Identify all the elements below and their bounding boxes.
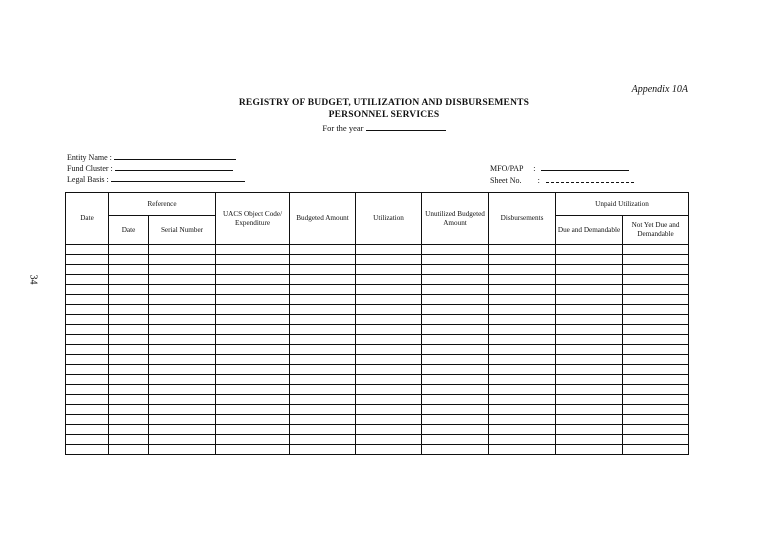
table-cell[interactable] <box>290 425 356 435</box>
table-cell[interactable] <box>290 315 356 325</box>
table-cell[interactable] <box>489 305 556 315</box>
table-cell[interactable] <box>422 355 489 365</box>
table-cell[interactable] <box>66 405 109 415</box>
table-cell[interactable] <box>216 345 290 355</box>
table-cell[interactable] <box>290 415 356 425</box>
table-cell[interactable] <box>356 295 422 305</box>
table-cell[interactable] <box>422 335 489 345</box>
table-cell[interactable] <box>66 345 109 355</box>
table-row <box>66 325 689 335</box>
table-cell[interactable] <box>356 325 422 335</box>
table-cell[interactable] <box>290 245 356 255</box>
legal-basis-label: Legal Basis : <box>67 175 109 184</box>
table-cell[interactable] <box>556 435 623 445</box>
table-cell[interactable] <box>109 375 149 385</box>
table-cell[interactable] <box>149 435 216 445</box>
table-cell[interactable] <box>356 265 422 275</box>
table-cell[interactable] <box>216 365 290 375</box>
table-cell[interactable] <box>623 285 689 295</box>
table-row <box>66 365 689 375</box>
table-cell[interactable] <box>422 395 489 405</box>
header-uacs: UACS Object Code/ Expenditure <box>216 193 290 245</box>
table-cell[interactable] <box>216 325 290 335</box>
entity-name-blank[interactable] <box>114 151 236 160</box>
table-cell[interactable] <box>109 275 149 285</box>
table-cell[interactable] <box>356 405 422 415</box>
table-cell[interactable] <box>623 385 689 395</box>
table-cell[interactable] <box>216 375 290 385</box>
table-row <box>66 355 689 365</box>
header-disbursements: Disbursements <box>489 193 556 245</box>
table-cell[interactable] <box>149 315 216 325</box>
table-cell[interactable] <box>66 255 109 265</box>
table-cell[interactable] <box>489 435 556 445</box>
mfo-pap-blank[interactable] <box>541 162 629 171</box>
table-cell[interactable] <box>422 405 489 415</box>
table-cell[interactable] <box>356 365 422 375</box>
table-cell[interactable] <box>623 265 689 275</box>
table-cell[interactable] <box>216 265 290 275</box>
table-cell[interactable] <box>489 295 556 305</box>
table-cell[interactable] <box>356 305 422 315</box>
table-cell[interactable] <box>489 325 556 335</box>
header-serial-number: Serial Number <box>149 216 216 245</box>
table-cell[interactable] <box>66 275 109 285</box>
registry-body <box>66 245 689 455</box>
table-cell[interactable] <box>216 395 290 405</box>
table-cell[interactable] <box>422 345 489 355</box>
table-cell[interactable] <box>149 355 216 365</box>
table-cell[interactable] <box>216 355 290 365</box>
table-cell[interactable] <box>623 445 689 455</box>
table-cell[interactable] <box>422 275 489 285</box>
table-row <box>66 415 689 425</box>
table-cell[interactable] <box>66 315 109 325</box>
table-cell[interactable] <box>489 265 556 275</box>
table-row <box>66 425 689 435</box>
table-cell[interactable] <box>489 255 556 265</box>
table-cell[interactable] <box>109 345 149 355</box>
table-row <box>66 255 689 265</box>
table-cell[interactable] <box>290 295 356 305</box>
table-cell[interactable] <box>109 325 149 335</box>
table-cell[interactable] <box>290 355 356 365</box>
table-cell[interactable] <box>290 375 356 385</box>
table-cell[interactable] <box>489 445 556 455</box>
entity-name-label: Entity Name : <box>67 153 112 162</box>
header-date: Date <box>66 193 109 245</box>
table-cell[interactable] <box>623 375 689 385</box>
table-cell[interactable] <box>216 315 290 325</box>
table-cell[interactable] <box>623 365 689 375</box>
table-cell[interactable] <box>66 365 109 375</box>
table-cell[interactable] <box>109 355 149 365</box>
table-cell[interactable] <box>356 335 422 345</box>
table-cell[interactable] <box>422 445 489 455</box>
table-row <box>66 395 689 405</box>
table-cell[interactable] <box>623 255 689 265</box>
table-cell[interactable] <box>149 275 216 285</box>
table-cell[interactable] <box>489 355 556 365</box>
header-unpaid-utilization: Unpaid Utilization <box>556 193 689 216</box>
table-cell[interactable] <box>556 355 623 365</box>
table-cell[interactable] <box>489 245 556 255</box>
table-cell[interactable] <box>556 375 623 385</box>
table-cell[interactable] <box>489 345 556 355</box>
table-cell[interactable] <box>290 265 356 275</box>
table-cell[interactable] <box>422 325 489 335</box>
table-row <box>66 345 689 355</box>
table-cell[interactable] <box>356 435 422 445</box>
header-budgeted-amount: Budgeted Amount <box>290 193 356 245</box>
table-cell[interactable] <box>149 445 216 455</box>
table-cell[interactable] <box>556 425 623 435</box>
table-cell[interactable] <box>109 385 149 395</box>
appendix-label: Appendix 10A <box>631 84 688 95</box>
table-cell[interactable] <box>356 345 422 355</box>
table-cell[interactable] <box>623 275 689 285</box>
table-cell[interactable] <box>216 275 290 285</box>
table-cell[interactable] <box>290 385 356 395</box>
table-cell[interactable] <box>290 305 356 315</box>
table-row <box>66 385 689 395</box>
for-the-year-line <box>0 122 768 133</box>
table-cell[interactable] <box>216 335 290 345</box>
sheet-no-blank[interactable] <box>546 174 634 183</box>
table-cell[interactable] <box>489 395 556 405</box>
table-cell[interactable] <box>623 435 689 445</box>
table-cell[interactable] <box>109 365 149 375</box>
table-cell[interactable] <box>556 275 623 285</box>
header-due-demandable: Due and Demandable <box>556 216 623 245</box>
table-cell[interactable] <box>66 335 109 345</box>
sheet-no-colon: : <box>537 176 540 185</box>
table-cell[interactable] <box>109 445 149 455</box>
table-cell[interactable] <box>556 315 623 325</box>
table-cell[interactable] <box>422 365 489 375</box>
table-cell[interactable] <box>216 445 290 455</box>
table-cell[interactable] <box>290 435 356 445</box>
table-cell[interactable] <box>556 285 623 295</box>
sheet-no-label: Sheet No. <box>490 176 522 185</box>
table-cell[interactable] <box>489 275 556 285</box>
table-cell[interactable] <box>422 315 489 325</box>
table-cell[interactable] <box>422 435 489 445</box>
fund-cluster-row <box>67 162 233 173</box>
table-cell[interactable] <box>149 425 216 435</box>
table-cell[interactable] <box>290 395 356 405</box>
header-reference: Reference <box>109 193 216 216</box>
table-cell[interactable] <box>149 365 216 375</box>
table-cell[interactable] <box>66 395 109 405</box>
table-cell[interactable] <box>623 295 689 305</box>
table-cell[interactable] <box>216 305 290 315</box>
table-cell[interactable] <box>149 295 216 305</box>
table-cell[interactable] <box>556 335 623 345</box>
table-cell[interactable] <box>66 295 109 305</box>
table-cell[interactable] <box>149 325 216 335</box>
table-row <box>66 315 689 325</box>
table-cell[interactable] <box>623 355 689 365</box>
sheet-no-row <box>490 174 634 185</box>
table-cell[interactable] <box>623 405 689 415</box>
table-cell[interactable] <box>66 265 109 275</box>
table-cell[interactable] <box>489 315 556 325</box>
table-cell[interactable] <box>290 365 356 375</box>
table-cell[interactable] <box>216 295 290 305</box>
table-cell[interactable] <box>290 335 356 345</box>
fund-cluster-label: Fund Cluster : <box>67 164 113 173</box>
table-cell[interactable] <box>66 425 109 435</box>
table-cell[interactable] <box>356 395 422 405</box>
table-cell[interactable] <box>149 265 216 275</box>
mfo-pap-label: MFO/PAP <box>490 164 524 173</box>
table-cell[interactable] <box>109 305 149 315</box>
table-row <box>66 305 689 315</box>
table-row <box>66 245 689 255</box>
table-cell[interactable] <box>109 285 149 295</box>
table-cell[interactable] <box>623 315 689 325</box>
table-cell[interactable] <box>216 255 290 265</box>
table-cell[interactable] <box>623 395 689 405</box>
table-cell[interactable] <box>623 415 689 425</box>
table-cell[interactable] <box>556 245 623 255</box>
table-cell[interactable] <box>489 285 556 295</box>
table-cell[interactable] <box>623 325 689 335</box>
table-cell[interactable] <box>109 265 149 275</box>
table-cell[interactable] <box>149 385 216 395</box>
table-cell[interactable] <box>66 385 109 395</box>
table-cell[interactable] <box>216 285 290 295</box>
table-cell[interactable] <box>290 325 356 335</box>
table-cell[interactable] <box>356 415 422 425</box>
registry-title: REGISTRY OF BUDGET, UTILIZATION AND DISBURSEMENTS <box>238 98 530 108</box>
table-cell[interactable] <box>422 295 489 305</box>
table-cell[interactable] <box>556 295 623 305</box>
page-number: 34 <box>27 274 39 285</box>
table-cell[interactable] <box>623 425 689 435</box>
table-cell[interactable] <box>290 445 356 455</box>
table-row <box>66 445 689 455</box>
table-cell[interactable] <box>356 445 422 455</box>
table-cell[interactable] <box>556 365 623 375</box>
table-cell[interactable] <box>290 405 356 415</box>
table-cell[interactable] <box>66 245 109 255</box>
table-cell[interactable] <box>109 335 149 345</box>
table-cell[interactable] <box>556 265 623 275</box>
table-cell[interactable] <box>422 265 489 275</box>
table-cell[interactable] <box>290 345 356 355</box>
table-cell[interactable] <box>149 395 216 405</box>
table-row <box>66 435 689 445</box>
mfo-pap-row <box>490 162 629 173</box>
table-cell[interactable] <box>109 435 149 445</box>
table-cell[interactable] <box>356 245 422 255</box>
table-cell[interactable] <box>623 305 689 315</box>
table-cell[interactable] <box>356 255 422 265</box>
table-cell[interactable] <box>489 405 556 415</box>
table-cell[interactable] <box>149 415 216 425</box>
table-cell[interactable] <box>66 305 109 315</box>
legal-basis-row <box>67 173 245 184</box>
table-cell[interactable] <box>356 425 422 435</box>
table-cell[interactable] <box>149 245 216 255</box>
table-cell[interactable] <box>149 335 216 345</box>
table-cell[interactable] <box>556 325 623 335</box>
table-cell[interactable] <box>66 325 109 335</box>
table-cell[interactable] <box>422 245 489 255</box>
table-cell[interactable] <box>290 255 356 265</box>
table-cell[interactable] <box>489 415 556 425</box>
table-cell[interactable] <box>149 285 216 295</box>
table-row <box>66 375 689 385</box>
table-cell[interactable] <box>356 315 422 325</box>
table-cell[interactable] <box>109 415 149 425</box>
table-cell[interactable] <box>149 345 216 355</box>
header-not-yet-due: Not Yet Due and Demandable <box>623 216 689 245</box>
table-cell[interactable] <box>556 415 623 425</box>
table-cell[interactable] <box>149 375 216 385</box>
table-cell[interactable] <box>66 285 109 295</box>
table-cell[interactable] <box>66 355 109 365</box>
table-cell[interactable] <box>422 385 489 395</box>
table-cell[interactable] <box>422 375 489 385</box>
header-unutilized: Unutilized Budgeted Amount <box>422 193 489 245</box>
table-cell[interactable] <box>356 375 422 385</box>
table-cell[interactable] <box>109 315 149 325</box>
mfo-pap-colon: : <box>533 164 536 173</box>
entity-name-row <box>67 151 236 162</box>
table-cell[interactable] <box>109 425 149 435</box>
table-cell[interactable] <box>422 305 489 315</box>
table-cell[interactable] <box>489 365 556 375</box>
fund-cluster-blank[interactable] <box>115 162 233 171</box>
table-row <box>66 405 689 415</box>
table-cell[interactable] <box>216 415 290 425</box>
table-row <box>66 265 689 275</box>
table-cell[interactable] <box>356 355 422 365</box>
table-cell[interactable] <box>489 335 556 345</box>
table-cell[interactable] <box>109 255 149 265</box>
table-cell[interactable] <box>66 375 109 385</box>
table-cell[interactable] <box>356 285 422 295</box>
table-cell[interactable] <box>216 405 290 415</box>
table-cell[interactable] <box>109 395 149 405</box>
table-cell[interactable] <box>556 405 623 415</box>
table-cell[interactable] <box>290 285 356 295</box>
table-cell[interactable] <box>422 255 489 265</box>
table-cell[interactable] <box>556 395 623 405</box>
table-cell[interactable] <box>422 425 489 435</box>
table-row <box>66 295 689 305</box>
table-cell[interactable] <box>556 345 623 355</box>
table-cell[interactable] <box>216 435 290 445</box>
table-cell[interactable] <box>489 425 556 435</box>
table-cell[interactable] <box>356 275 422 285</box>
table-cell[interactable] <box>149 405 216 415</box>
table-row <box>66 275 689 285</box>
for-the-year-blank[interactable] <box>366 122 446 131</box>
table-cell[interactable] <box>66 415 109 425</box>
table-cell[interactable] <box>66 445 109 455</box>
table-cell[interactable] <box>109 245 149 255</box>
header-utilization: Utilization <box>356 193 422 245</box>
table-cell[interactable] <box>623 335 689 345</box>
table-cell[interactable] <box>66 435 109 445</box>
table-row <box>66 335 689 345</box>
table-cell[interactable] <box>149 255 216 265</box>
table-cell[interactable] <box>109 405 149 415</box>
registry-subtitle: PERSONNEL SERVICES <box>328 110 440 120</box>
table-cell[interactable] <box>290 275 356 285</box>
table-cell[interactable] <box>623 245 689 255</box>
table-cell[interactable] <box>489 385 556 395</box>
legal-basis-blank[interactable] <box>111 173 245 182</box>
registry-table <box>65 192 689 455</box>
table-cell[interactable] <box>149 305 216 315</box>
table-cell[interactable] <box>556 385 623 395</box>
table-cell[interactable] <box>109 295 149 305</box>
table-cell[interactable] <box>422 285 489 295</box>
table-cell[interactable] <box>216 425 290 435</box>
table-cell[interactable] <box>356 385 422 395</box>
table-cell[interactable] <box>489 375 556 385</box>
table-cell[interactable] <box>556 305 623 315</box>
table-cell[interactable] <box>556 445 623 455</box>
for-the-year-label: For the year <box>322 123 364 133</box>
table-cell[interactable] <box>216 385 290 395</box>
table-cell[interactable] <box>556 255 623 265</box>
header-ref-date: Date <box>109 216 149 245</box>
table-cell[interactable] <box>623 345 689 355</box>
table-cell[interactable] <box>422 415 489 425</box>
table-row <box>66 285 689 295</box>
table-cell[interactable] <box>216 245 290 255</box>
